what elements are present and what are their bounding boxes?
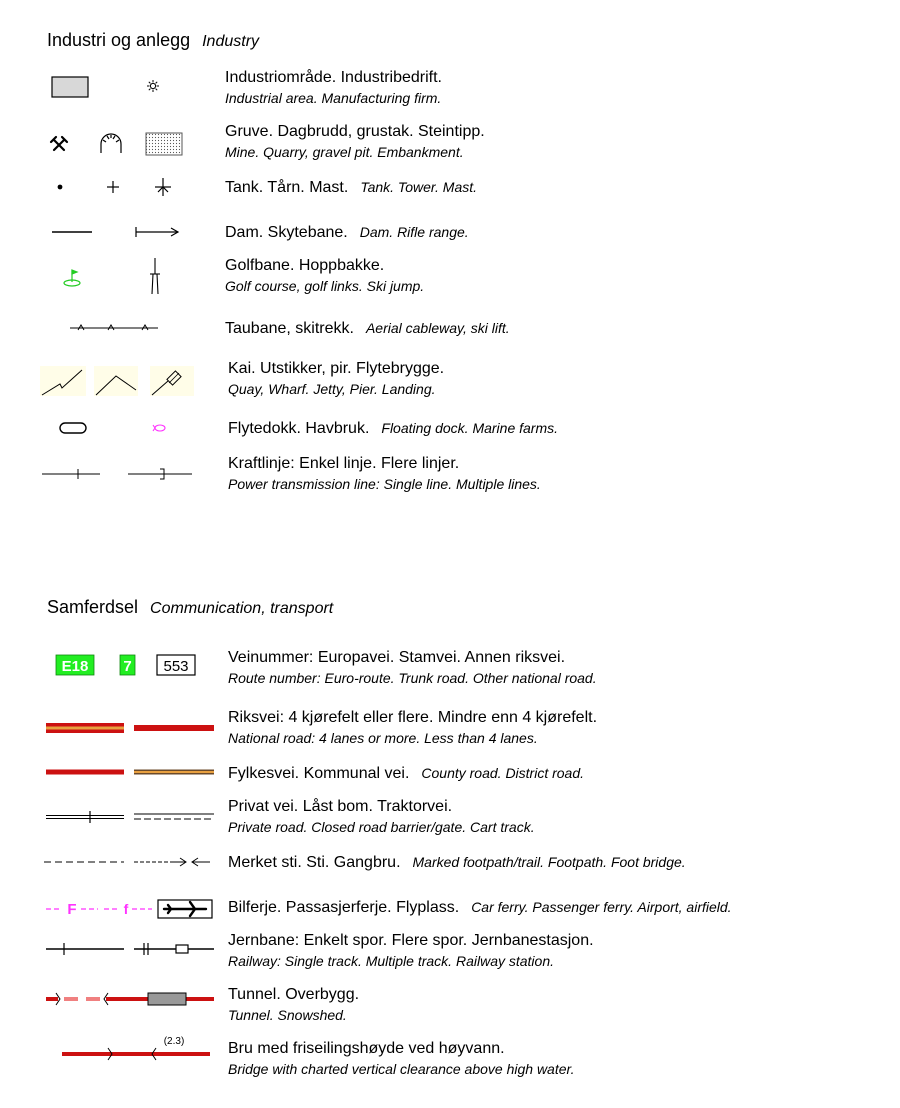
national-road-badge <box>157 655 195 675</box>
power-line-symbols <box>38 462 198 486</box>
floating-dock-icon <box>60 423 86 433</box>
label-en: Industrial area. Manufacturing firm. <box>225 90 442 106</box>
two-lane-road-icon <box>134 725 214 731</box>
industrial-area-icon <box>52 77 88 97</box>
trunk-road-badge <box>120 655 135 675</box>
foot-bridge-icon <box>192 858 210 866</box>
tank-icon <box>58 185 63 190</box>
section-title-industry <box>47 30 259 51</box>
car-ferry-letter: F <box>67 901 77 918</box>
label-no: Riksvei: 4 kjørefelt eller flere. Mindre enn 4 kjørefelt. <box>228 709 598 726</box>
ferry-airport-symbols <box>40 895 220 921</box>
bridge-symbols <box>56 1030 216 1064</box>
footpath-icon <box>134 858 186 866</box>
marine-farm-icon <box>153 425 165 431</box>
label-no: Gruve. Dagbrudd, grustak. Steintipp. <box>225 123 485 140</box>
label-no: Kai. Utstikker, pir. Flytebrygge. <box>228 360 445 377</box>
railway-symbols <box>40 937 220 961</box>
private-road-symbols <box>40 805 220 829</box>
label-no: Bilferje. Passasjerferje. Flyplass. <box>228 899 460 916</box>
label-en: National road: 4 lanes or more. Less than 4 lanes. <box>228 730 538 746</box>
label-no: Fylkesvei. Kommunal vei. <box>228 765 410 782</box>
car-ferry-icon <box>46 901 98 918</box>
jetty-icon <box>94 366 138 396</box>
label-no: Dam. Skytebane. <box>225 224 348 241</box>
tower-icon <box>107 181 119 193</box>
label-en: Route number: Euro-route. Trunk road. Other national road. <box>228 670 597 686</box>
label-en: Mine. Quarry, gravel pit. Embankment. <box>225 144 464 160</box>
label-no: Industriområde. Industribedrift. <box>225 69 442 86</box>
label-en: Quay, Wharf. Jetty, Pier. Landing. <box>228 381 436 397</box>
bridge-clearance-label: (2.3) <box>163 1036 185 1047</box>
label-no: Flytedokk. Havbruk. <box>228 420 370 437</box>
quay-jetty-landing-symbols <box>38 362 198 398</box>
manufacturing-firm-icon <box>147 80 159 92</box>
label-no: Tank. Tårn. Mast. <box>225 179 349 196</box>
county-road-symbols <box>40 760 220 784</box>
national-road-number: 553 <box>163 658 189 675</box>
airport-icon <box>158 900 212 918</box>
footpath-symbols <box>40 850 220 874</box>
embankment-icon <box>146 133 182 155</box>
label-en: Tank. Tower. Mast. <box>360 179 478 195</box>
mine-icon <box>51 137 67 150</box>
national-road-symbols <box>40 716 220 740</box>
label-en: Tunnel. Snowshed. <box>228 1007 347 1023</box>
quarry-icon <box>101 134 121 153</box>
label-no: Bru med friseilingshøyde ved høyvann. <box>228 1040 505 1057</box>
cart-track-icon <box>134 814 214 819</box>
four-lane-road-icon <box>46 723 124 733</box>
label-en: Aerial cableway, ski lift. <box>365 320 510 336</box>
label-en: Railway: Single track. Multiple track. Railway station. <box>228 953 555 969</box>
route-number-symbols <box>40 650 210 680</box>
district-road-icon <box>134 770 214 775</box>
label-no: Privat vei. Låst bom. Traktorvei. <box>228 798 453 815</box>
dock-farm-symbols <box>40 416 190 440</box>
passenger-ferry-letter: f <box>123 901 129 917</box>
multiple-track-railway-icon <box>134 943 176 955</box>
label-no: Veinummer: Europavei. Stamvei. Annen riksvei. <box>228 649 566 666</box>
label-en: Floating dock. Marine farms. <box>381 420 559 436</box>
label-en: Power transmission line: Single line. Multiple lines. <box>228 476 541 492</box>
label-no: Golfbane. Hoppbakke. <box>225 257 385 274</box>
passenger-ferry-icon <box>104 901 152 917</box>
tunnel-icon <box>46 993 124 1005</box>
private-road-icon <box>46 811 124 823</box>
label-en: County road. District road. <box>421 765 585 781</box>
tunnel-snowshed-symbols <box>40 987 220 1011</box>
tank-tower-mast-symbols <box>40 175 190 199</box>
section-title-en: Industry <box>202 33 260 50</box>
label-no: Tunnel. Overbygg. <box>228 986 360 1003</box>
single-power-line-icon <box>42 469 100 479</box>
label-no: Jernbane: Enkelt spor. Flere spor. Jernbanestasjon. <box>228 932 594 949</box>
label-no: Merket sti. Sti. Gangbru. <box>228 854 401 871</box>
label-en: Bridge with charted vertical clearance above high water. <box>228 1061 575 1077</box>
railway-station-icon <box>176 945 214 953</box>
euro-route-number: E18 <box>61 658 89 675</box>
rifle-range-icon <box>136 227 178 237</box>
section-title-transport <box>47 597 333 618</box>
county-road-icon <box>46 770 124 775</box>
landing-icon <box>150 366 194 396</box>
trunk-road-number: 7 <box>123 658 132 675</box>
multiple-power-lines-icon <box>128 469 192 479</box>
snowshed-icon <box>124 993 214 1005</box>
section-title-no: Samferdsel <box>47 597 139 617</box>
label-no: Kraftlinje: Enkel linje. Flere linjer. <box>228 455 460 472</box>
section-title-no: Industri og anlegg <box>47 30 191 50</box>
golf-ski-symbols <box>40 256 190 300</box>
industrial-area-symbol <box>40 66 170 106</box>
label-en: Golf course, golf links. Ski jump. <box>225 278 425 294</box>
dam-rifle-symbols <box>40 220 190 244</box>
label-en: Dam. Rifle range. <box>359 224 469 240</box>
cableway-icon <box>60 316 170 340</box>
euro-route-badge <box>56 655 94 675</box>
label-en: Private road. Closed road barrier/gate. Cart track. <box>228 819 535 835</box>
bridge-icon <box>62 1048 210 1060</box>
golf-course-icon <box>64 270 80 286</box>
mast-icon <box>155 178 171 196</box>
ski-jump-icon <box>150 258 160 294</box>
label-no: Taubane, skitrekk. <box>225 320 354 337</box>
section-title-en: Communication, transport <box>150 600 334 617</box>
mine-symbols <box>40 124 200 164</box>
single-track-railway-icon <box>46 943 124 955</box>
quay-icon <box>40 366 86 396</box>
label-en: Car ferry. Passenger ferry. Airport, airfield. <box>471 899 732 915</box>
label-en: Marked footpath/trail. Footpath. Foot bridge. <box>412 854 686 870</box>
